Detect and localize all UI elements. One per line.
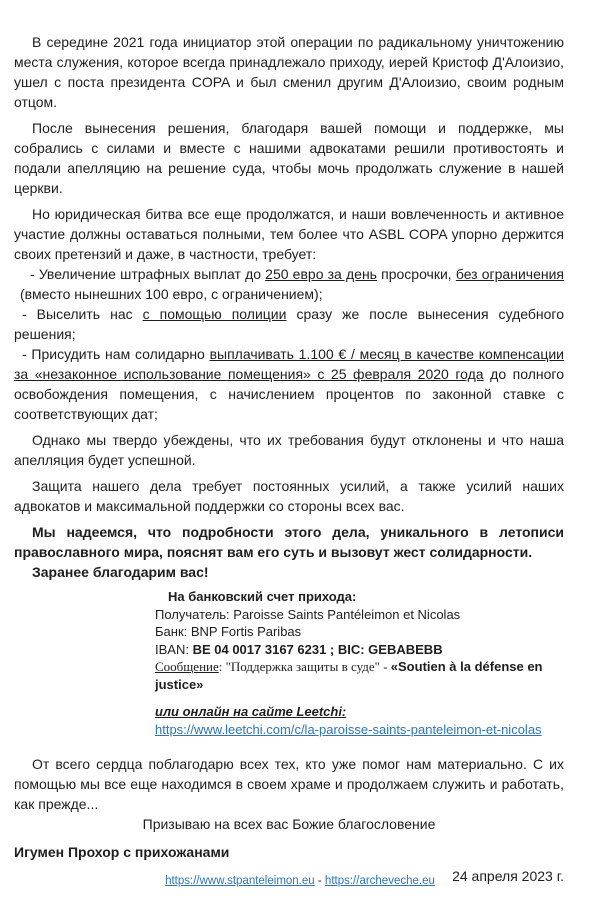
page-footer: [0, 874, 600, 889]
demand-text: - Увеличение штрафных выплат до: [30, 266, 266, 282]
bank-name: Банк: BNP Fortis Paribas: [155, 624, 302, 639]
demand-item-eviction: [14, 304, 564, 344]
paragraph-confidence: Однако мы твердо убеждены, что их требования будут отклонены и что наша апелляция будет успешной.: [14, 432, 564, 468]
iban-label: IBAN:: [155, 641, 193, 657]
demand-item-penalty: [20, 264, 564, 304]
footer-separator: -: [314, 875, 325, 887]
footer-parish-site-link[interactable]: https://www.stpanteleimon.eu: [165, 875, 315, 887]
leetchi-label: или онлайн на сайте Leetchi:: [155, 704, 347, 719]
demand-underlined-nolimit: без ограничения: [455, 266, 564, 282]
iban-value: BE 04 0017 3167 6231 ; BIC: GEBABEBB: [192, 641, 443, 657]
message-text-fr: «Soutien à la défense en justice»: [155, 659, 543, 692]
bank-recipient: Получатель: Paroisse Saints Pantéleimon et Nicolas: [155, 606, 461, 622]
demand-text: просрочки,: [376, 266, 456, 282]
bank-iban-line: [155, 641, 564, 659]
demand-text: - Выселить нас: [22, 306, 143, 322]
paragraph-thanks: Заранее благодарим вас!: [32, 564, 209, 580]
message-label: Сообщение: [155, 659, 219, 674]
demand-underlined-amount: 250 евро за день: [265, 266, 377, 282]
signature-line: Игумен Прохор с прихожанами: [14, 844, 230, 860]
leetchi-donation-link[interactable]: https://www.leetchi.com/c/la-paroisse-saints-panteleimon-et-nicolas: [155, 721, 542, 737]
demand-underlined-payment: выплачивать 1.100 € / месяц в качестве компенсации за «незаконное использование помещения» с 25 февраля 2020 года: [14, 346, 564, 382]
demand-underlined-police: с помощью полиции: [142, 306, 287, 322]
paragraph-appeal-filed: После вынесения решения, благодаря вашей помощи и поддержке, мы собрались с силами и вместе с нашими адвокатами решили противостоять и подали апелляцию на решение суда, чтобы мочь продолжать служение в нашей церкви.: [14, 120, 564, 196]
date-line: 24 апреля 2023 г.: [452, 868, 564, 884]
bank-title: На банковский счет прихода:: [168, 589, 357, 604]
demand-text: (вместо нынешних 100 евро, с ограничением);: [20, 286, 323, 302]
paragraph-hope-solidarity: Мы надеемся, что подробности этого дела, уникального в летописи православного мира, пояснят вам его суть и вызовут жест солидарности.: [14, 524, 564, 560]
leetchi-block: [155, 703, 564, 738]
bank-details-block: [155, 588, 564, 693]
paragraph-legal-battle: Но юридическая битва все еще продолжатся, и наши вовлеченность и активное участие должны оставаться полными, тем более что ASBL COPA упорно держится своих претензий и даже, в частности, требует:: [14, 206, 564, 262]
paragraph-gratitude: От всего сердца поблагодарю всех тех, кто уже помог нам материально. С их помощью мы все еще находимся в своем храме и продолжаем служить и работать, как прежде...: [14, 756, 564, 812]
paragraph-defense-effort: Защита нашего дела требует постоянных усилий, а также усилий наших адвокатов и максимальной поддержки со стороны всех вас.: [14, 478, 564, 514]
demand-text: до полного освобождения помещения, с начислением процентов по законной ставке с соответствующих дат;: [14, 366, 564, 422]
message-text-ru: : "Поддержка защиты в суде" -: [218, 659, 391, 674]
demand-text: сразу же после вынесения судебного решения;: [14, 306, 565, 342]
demand-item-compensation: [14, 344, 564, 424]
bank-message-line: [155, 658, 564, 693]
paragraph-blessing: Призываю на всех вас Божие благословение: [142, 816, 436, 832]
footer-archdiocese-site-link[interactable]: https://archeveche.eu: [324, 875, 435, 887]
paragraph-president-change: В середине 2021 года инициатор этой операции по радикальному уничтожению места служения, которое всегда принадлежало приходу, иерей Кристоф Д'Алоизио, ушел с поста президента COPA и был сменил другим Д'Алоизио, своим родным отцом.: [14, 34, 564, 110]
demand-text: - Присудить нам солидарно: [22, 346, 210, 362]
